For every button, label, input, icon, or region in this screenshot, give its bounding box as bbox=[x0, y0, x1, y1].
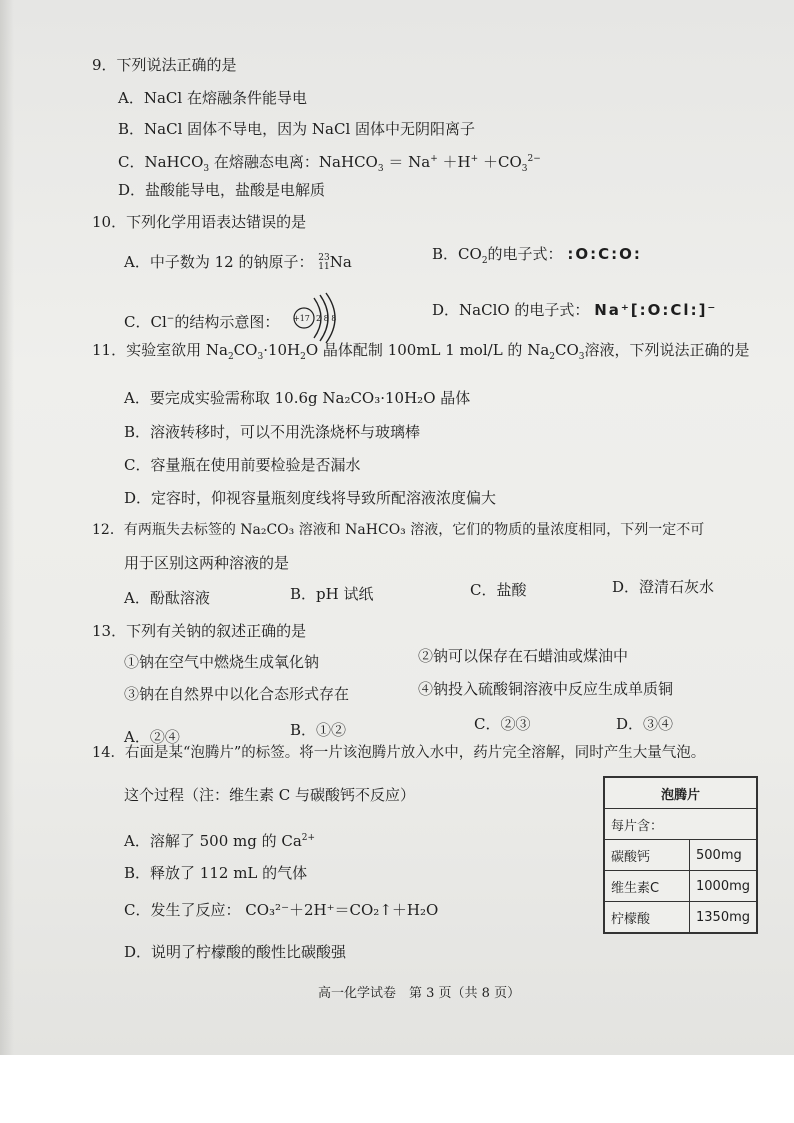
q10-stem: 10．下列化学用语表达错误的是 bbox=[92, 213, 307, 231]
q10-option-d: D．NaClO 的电子式： Na⁺[:O:Cl:]⁻ bbox=[432, 301, 718, 319]
q13-option-b: B．①② bbox=[290, 721, 347, 739]
q13-stem: 13．下列有关钠的叙述正确的是 bbox=[92, 622, 307, 640]
label-row-amount: 500mg bbox=[690, 840, 758, 871]
q11-option-c: C．容量瓶在使用前要检验是否漏水 bbox=[124, 456, 361, 474]
q12-stem-line2: 用于区别这两种溶液的是 bbox=[124, 554, 290, 572]
q11-option-b: B．溶液转移时，可以不用洗涤烧杯与玻璃棒 bbox=[124, 423, 421, 441]
q10-option-a: A．中子数为 12 的钠原子： 23 11Na bbox=[124, 253, 352, 272]
chloride-shell-electrons: 2 8 8 bbox=[316, 314, 337, 323]
label-row-name: 维生素C bbox=[604, 871, 690, 902]
label-row-name: 碳酸钙 bbox=[604, 840, 690, 871]
q14-stem-line2: 这个过程（注：维生素 C 与碳酸钙不反应） bbox=[124, 786, 416, 804]
q12-option-d: D．澄清石灰水 bbox=[612, 578, 715, 596]
label-title: 泡腾片 bbox=[604, 777, 757, 809]
q9-option-a: A．NaCl 在熔融条件能导电 bbox=[118, 89, 307, 107]
page-footer: 高一化学试卷 第 3 页（共 8 页） bbox=[318, 986, 521, 1001]
q9-option-c: C．NaHCO$_3$ 在熔融态电离：NaHCO$_3$ ＝ $Na^+ +H^+ +CO_3^{2-}$ bbox=[118, 153, 541, 174]
q13-option-c: C．②③ bbox=[474, 715, 531, 733]
q13-statement-4: ④钠投入硫酸铜溶液中反应生成单质铜 bbox=[418, 680, 674, 698]
chloride-nucleus-label: +17 bbox=[293, 314, 310, 323]
q12-option-c: C．盐酸 bbox=[470, 581, 527, 599]
q14-stem-line1: 14．右面是某“泡腾片”的标签。将一片该泡腾片放入水中，药片完全溶解，同时产生大量气泡。 bbox=[92, 745, 706, 761]
q9-option-b: B．NaCl 固体不导电，因为 NaCl 固体中无阴阳离子 bbox=[118, 120, 476, 138]
label-row-amount: 1350mg bbox=[690, 902, 758, 934]
q11-option-d: D．定容时，仰视容量瓶刻度线将导致所配溶液浓度偏大 bbox=[124, 489, 497, 507]
page-shadow bbox=[0, 0, 14, 1055]
q9-option-d: D．盐酸能导电，盐酸是电解质 bbox=[118, 181, 326, 199]
q12-option-a: A．酚酞溶液 bbox=[124, 589, 210, 607]
q14-option-d: D．说明了柠檬酸的酸性比碳酸强 bbox=[124, 943, 347, 961]
q12-stem-line1: 12．有两瓶失去标签的 Na₂CO₃ 溶液和 NaHCO₃ 溶液，它们的物质的量浓度相同，下列一定不可 bbox=[92, 522, 705, 538]
q13-option-d: D．③④ bbox=[616, 715, 674, 733]
q13-statement-2: ②钠可以保存在石蜡油或煤油中 bbox=[418, 647, 629, 665]
co2-lewis-formula: :O:C:O: bbox=[567, 245, 642, 263]
q11-stem: 11．实验室欲用 $Na_2CO_3\cdot 10H_2O$ 晶体配制 100mL 1 mol/L 的 $Na_2CO_3$溶液，下列说法正确的是 bbox=[92, 341, 750, 362]
label-row-name: 柠檬酸 bbox=[604, 902, 690, 934]
q13-statement-1: ①钠在空气中燃烧生成氧化钠 bbox=[124, 653, 320, 671]
q14-option-c: C．发生了反应： CO₃²⁻＋2H⁺＝CO₂↑＋H₂O bbox=[124, 901, 439, 919]
q10-option-b: B．$CO_2$的电子式： :O:C:O: bbox=[432, 245, 642, 266]
label-row-amount: 1000mg bbox=[690, 871, 758, 902]
naclo-lewis-formula: Na⁺[:O:Cl:]⁻ bbox=[594, 301, 718, 319]
q14-option-b: B．释放了 112 mL 的气体 bbox=[124, 864, 308, 882]
q9-stem: 9．下列说法正确的是 bbox=[92, 56, 237, 74]
q13-statement-3: ③钠在自然界中以化合态形式存在 bbox=[124, 685, 350, 703]
q10-option-c: C．Cl−的结构示意图： bbox=[124, 313, 280, 331]
label-subtitle: 每片含： bbox=[604, 809, 757, 840]
q14-option-a: A．溶解了 500 mg 的 $Ca^{2+}$ bbox=[124, 832, 316, 850]
q12-option-b: B．pH 试纸 bbox=[290, 585, 374, 603]
q11-option-a: A．要完成实验需称取 10.6g Na₂CO₃·10H₂O 晶体 bbox=[124, 389, 471, 407]
effervescent-tablet-label-table bbox=[603, 776, 758, 934]
q13-option-a: A．②④ bbox=[124, 728, 180, 746]
